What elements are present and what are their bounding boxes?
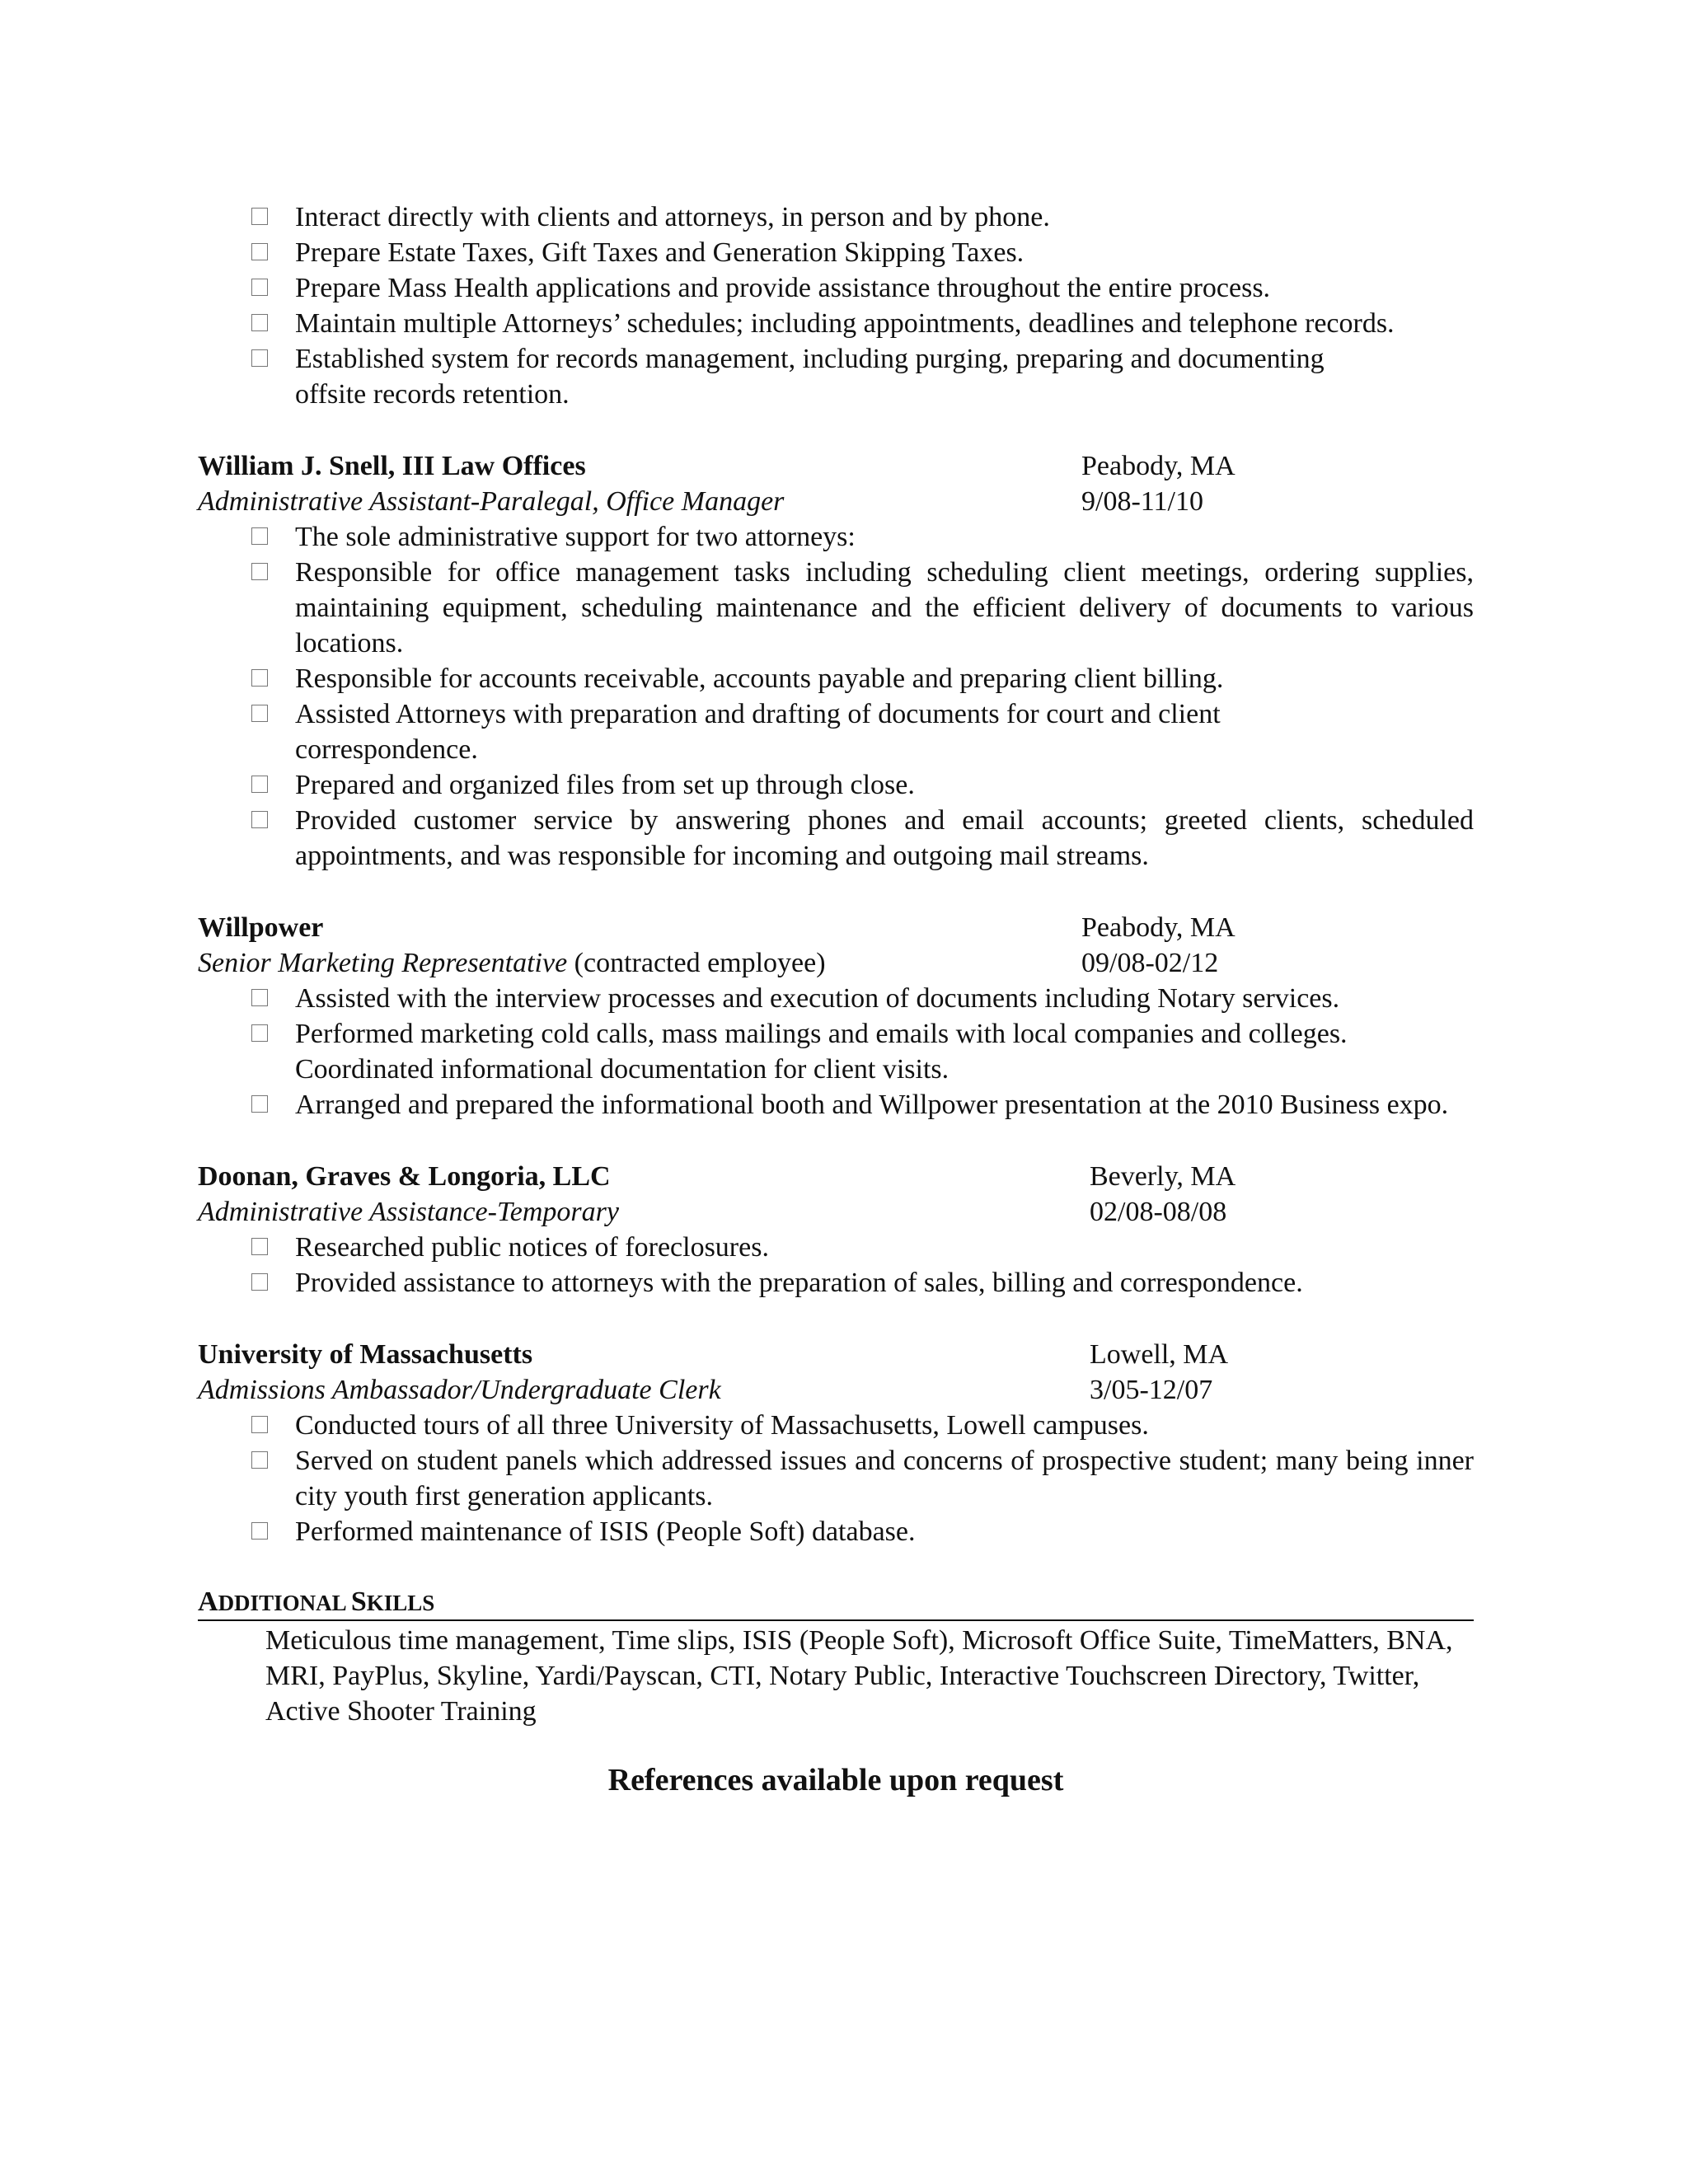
checkbox-bullet-icon xyxy=(251,811,268,828)
job-title: Admissions Ambassador/Undergraduate Clerk xyxy=(198,1375,721,1405)
job-title-row xyxy=(198,945,1474,981)
bullet-item: Prepared and organized files from set up through close. xyxy=(198,767,1474,803)
checkbox-bullet-icon xyxy=(251,989,268,1006)
bullet-item: Researched public notices of foreclosures. xyxy=(198,1230,1474,1265)
job-bullet-list xyxy=(198,1230,1474,1301)
checkbox-bullet-icon xyxy=(251,705,268,722)
bullet-item: Conducted tours of all three University of Massachusetts, Lowell campuses. xyxy=(198,1408,1474,1443)
job-organization: Doonan, Graves & Longoria, LLC xyxy=(198,1161,611,1192)
intro-bullet-list xyxy=(198,199,1474,412)
bullet-item: The sole administrative support for two attorneys: xyxy=(198,519,1474,555)
job-title-row xyxy=(198,1372,1474,1408)
job-title: Administrative Assistance-Temporary xyxy=(198,1197,619,1227)
job-organization: University of Massachusetts xyxy=(198,1339,533,1370)
job-title-row xyxy=(198,484,1474,519)
bullet-item: Prepare Mass Health applications and provide assistance throughout the entire process. xyxy=(198,270,1474,306)
job-title-suffix: (contracted employee) xyxy=(567,948,826,978)
checkbox-bullet-icon xyxy=(251,1238,268,1255)
job-dates: 02/08-08/08 xyxy=(1090,1197,1227,1227)
checkbox-bullet-icon xyxy=(251,1273,268,1291)
checkbox-bullet-icon xyxy=(251,669,268,687)
checkbox-bullet-icon xyxy=(251,776,268,793)
checkbox-bullet-icon xyxy=(251,279,268,296)
checkbox-bullet-icon xyxy=(251,208,268,225)
checkbox-bullet-icon xyxy=(251,563,268,580)
job-location: Peabody, MA xyxy=(1081,912,1236,943)
job-entry-doonan xyxy=(198,1159,1474,1301)
job-bullet-list xyxy=(198,519,1474,874)
job-location: Beverly, MA xyxy=(1090,1161,1236,1192)
checkbox-bullet-icon xyxy=(251,1522,268,1540)
job-title: Senior Marketing Representative xyxy=(198,948,568,978)
checkbox-bullet-icon xyxy=(251,1416,268,1433)
checkbox-bullet-icon xyxy=(251,314,268,331)
bullet-item: Interact directly with clients and attorneys, in person and by phone. xyxy=(198,199,1474,235)
job-entry-snell xyxy=(198,448,1474,874)
bullet-item: Assisted Attorneys with preparation and drafting of documents for court and client correspondence. xyxy=(198,696,1474,767)
checkbox-bullet-icon xyxy=(251,527,268,545)
job-dates: 9/08-11/10 xyxy=(1081,486,1203,517)
job-dates: 3/05-12/07 xyxy=(1090,1375,1213,1405)
job-title: Administrative Assistant-Paralegal, Office Manager xyxy=(198,486,785,517)
bullet-item: Provided assistance to attorneys with the preparation of sales, billing and correspondence. xyxy=(198,1265,1474,1301)
checkbox-bullet-icon xyxy=(251,1451,268,1469)
bullet-item: Prepare Estate Taxes, Gift Taxes and Generation Skipping Taxes. xyxy=(198,235,1474,270)
checkbox-bullet-icon xyxy=(251,1024,268,1042)
job-header-row xyxy=(198,1337,1474,1372)
bullet-item: Maintain multiple Attorneys’ schedules; including appointments, deadlines and telephone records. xyxy=(198,306,1474,341)
job-location: Lowell, MA xyxy=(1090,1339,1229,1370)
additional-skills-text: Meticulous time management, Time slips, ISIS (People Soft), Microsoft Office Suite, TimeMatters, BNA, MRI, PayPlus, Skyline, Yardi/Payscan, CTI, Notary Public, Interactive Touchscreen Directory, Twitter, Active Shooter Training xyxy=(265,1625,1453,1727)
job-entry-willpower xyxy=(198,910,1474,1122)
bullet-item: Assisted with the interview processes and execution of documents including Notary services. xyxy=(198,981,1474,1016)
checkbox-bullet-icon xyxy=(251,243,268,260)
bullet-item: Provided customer service by answering phones and email accounts; greeted clients, scheduled appointments, and was responsible for incoming and outgoing mail streams. xyxy=(198,803,1474,874)
job-location: Peabody, MA xyxy=(1081,451,1236,481)
bullet-item: Responsible for accounts receivable, accounts payable and preparing client billing. xyxy=(198,661,1474,696)
job-header-row xyxy=(198,1159,1474,1194)
job-entry-umass xyxy=(198,1337,1474,1549)
job-bullet-list xyxy=(198,1408,1474,1549)
bullet-item: Responsible for office management tasks including scheduling client meetings, ordering supplies, maintaining equipment, scheduling maintenance and the efficient delivery of documents to various locations. xyxy=(198,555,1474,661)
references-note: References available upon request xyxy=(607,1763,1064,1797)
bullet-item: Arranged and prepared the informational booth and Willpower presentation at the 2010 Business expo. xyxy=(198,1087,1474,1122)
bullet-item: Performed marketing cold calls, mass mailings and emails with local companies and colleges. Coordinated informational documentation for client visits. xyxy=(198,1016,1474,1087)
additional-skills-heading: ADDITIONAL SKILLS xyxy=(198,1586,1474,1621)
job-organization: William J. Snell, III Law Offices xyxy=(198,451,586,481)
job-organization: Willpower xyxy=(198,912,324,943)
job-bullet-list xyxy=(198,981,1474,1122)
bullet-item: Established system for records management, including purging, preparing and documenting offsite records retention. xyxy=(198,341,1474,412)
bullet-item: Performed maintenance of ISIS (People Soft) database. xyxy=(198,1514,1474,1549)
job-title-row xyxy=(198,1194,1474,1230)
job-header-row xyxy=(198,910,1474,945)
resume-content xyxy=(198,199,1474,1800)
job-header-row xyxy=(198,448,1474,484)
checkbox-bullet-icon xyxy=(251,1095,268,1113)
checkbox-bullet-icon xyxy=(251,349,268,367)
job-dates: 09/08-02/12 xyxy=(1081,948,1219,978)
bullet-item: Served on student panels which addressed issues and concerns of prospective student; many being inner city youth first generation applicants. xyxy=(198,1443,1474,1514)
